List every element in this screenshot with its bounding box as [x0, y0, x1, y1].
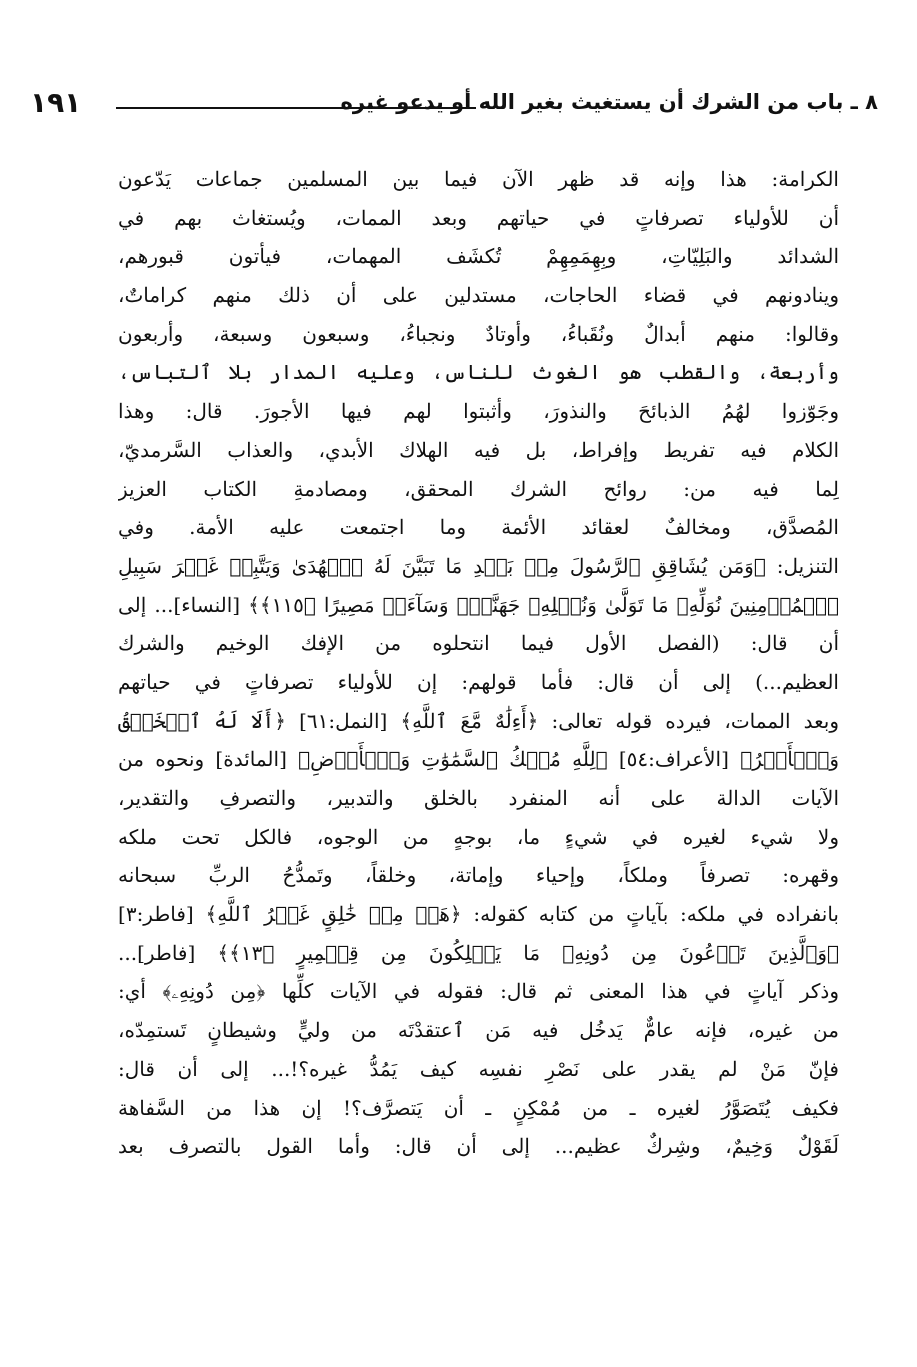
text-line: الشدائد والبَلِيّاتِ، وبِهِمَمِهِمْ تُكشَف المهمات، فيأتون قبورهم، [118, 244, 839, 269]
text-line: وقالوا: منهم أبدالٌ ونُقَباءُ، وأوتادٌ ونجباءُ، وسبعون وسبعة، وأربعون [118, 321, 839, 346]
text-line: الكرامة: هذا وإنه قد ظهر الآن فيما بين المسلمين جماعات يَدّعون [118, 167, 839, 191]
text-line: لِما فيه من: روائح الشرك المحقق، ومصادمةِ الكتاب العزيز [118, 476, 839, 501]
text-line: وَٱلۡأَمۡرُ﴾ [الأعراف:٥٤] ﴿لِلَّهِ مُلۡكُ ٱلسَّمَٰوَٰتِ وَٱلۡأَرۡضِ﴾ [المائدة] ونحوه من [118, 747, 839, 772]
text-line: ﴿وَٱلَّذِينَ تَدۡعُونَ مِن دُونِهِۦ مَا يَمۡلِكُونَ مِن قِطۡمِيرٍ ﴿١٣﴾﴾ [فاطر]... [118, 940, 839, 965]
body-text [118, 160, 839, 1166]
text-line: وبعد الممات، فيرده قوله تعالى: ﴿أَءِلَٰهٌ مَّعَ ٱللَّهِ﴾ [النمل:٦١] ﴿أَلَا لَهُ ٱلۡخَلۡقُ [118, 708, 839, 733]
text-line: فكيف يُتَصَوَّرُ لغيره ـ من مُمْكِنٍ ـ أن يَتصرَّف؟! إن هذا من السَّفاهة [118, 1095, 839, 1120]
text-line: فإنّ مَنْ لم يقدر على نَصْرِ نفسِه كيف يَمُدُّ غيره؟!... إلى أن قال: [118, 1056, 839, 1081]
text-line: ٱلۡمُؤۡمِنِينَ نُوَلِّهِۦ مَا تَوَلَّىٰ وَنُصۡلِهِۦ جَهَنَّمَۖ وَسَآءَتۡ مَصِيرًا ﴿١١٥﴾﴾ [النساء]... إلى [118, 592, 839, 617]
header-rule [116, 107, 476, 109]
text-line: ولا شيء لغيره في شيءٍ ما، بوجهٍ من الوجوه، فالكل تحت ملكه [118, 824, 839, 849]
text-line: لَقَوْلٌ وَخِيمٌ، وشِركٌ عظيم... إلى أن قال: وأما القول بالتصرف بعد [118, 1134, 839, 1159]
text-line: بانفراده في ملكه: بآياتٍ من كتابه كقوله: ﴿هَلۡ مِنۡ خَٰلِقٍ غَيۡرُ ٱللَّهِ﴾ [فاطر:٣] [118, 902, 839, 927]
text-line: أن قال: (الفصل الأول فيما انتحلوه من الإفك الوخيم والشرك [118, 631, 839, 656]
text-line: وذكر آياتٍ في هذا المعنى ثم قال: فقوله في الآيات كلِّها ﴿مِن دُونِهِۦ﴾ أي: [118, 979, 839, 1004]
text-line: التنزيل: ﴿وَمَن يُشَاقِقِ ٱلرَّسُولَ مِنۢ بَعۡدِ مَا تَبَيَّنَ لَهُ ٱلۡهُدَىٰ وَيَتَّبِعۡ غَيۡرَ سَبِيلِ [118, 553, 839, 578]
text-line: وأربعة، والقطب هو الغوث للناس، وعليه المدار بلا ٱلتباس، [118, 360, 839, 385]
text-line: العظيم...) إلى أن قال: فأما قولهم: إن للأولياء تصرفاتٍ في حياتهم [118, 669, 839, 694]
running-header [30, 86, 878, 126]
text-line: وجَوّزوا لهُمُ الذبائحَ والنذورَ، وأثبتوا لهم فيها الأجورَ. قال: وهذا [118, 399, 839, 424]
page-number: ١٩١ [30, 86, 82, 119]
text-line: وينادونهم في قضاء الحاجات، مستدلين على أن ذلك منهم كراماتٌ، [118, 283, 839, 308]
text-line: وقهره: تصرفاً وملكاً، وإحياء وإماتة، وخلقاً، وتَمدُّحُ الربِّ سبحانه [118, 863, 839, 888]
text-line: من غيره، فإنه عامٌّ يَدخُل فيه مَن ٱعتقدْتَه من وليٍّ وشيطانٍ تَستمِدّه، [118, 1018, 839, 1043]
text-line: المُصدَّق، ومخالفٌ لعقائد الأئمة وما اجتمعت عليه الأمة. وفي [118, 515, 839, 540]
text-line: الكلام فيه تفريط وإفراط، بل فيه الهلاك الأبدي، والعذاب السَّرمديّ، [118, 437, 839, 462]
text-line: أن للأولياء تصرفاتٍ في حياتهم وبعد الممات، ويُستغاث بهم في [118, 205, 839, 230]
chapter-title: ٨ ـ باب من الشرك أن يستغيث بغير الله أو يدعو غيره [340, 90, 878, 114]
text-line: الآيات الدالة على أنه المنفرد بالخلق والتدبير، والتصرفِ والتقدير، [118, 786, 839, 810]
